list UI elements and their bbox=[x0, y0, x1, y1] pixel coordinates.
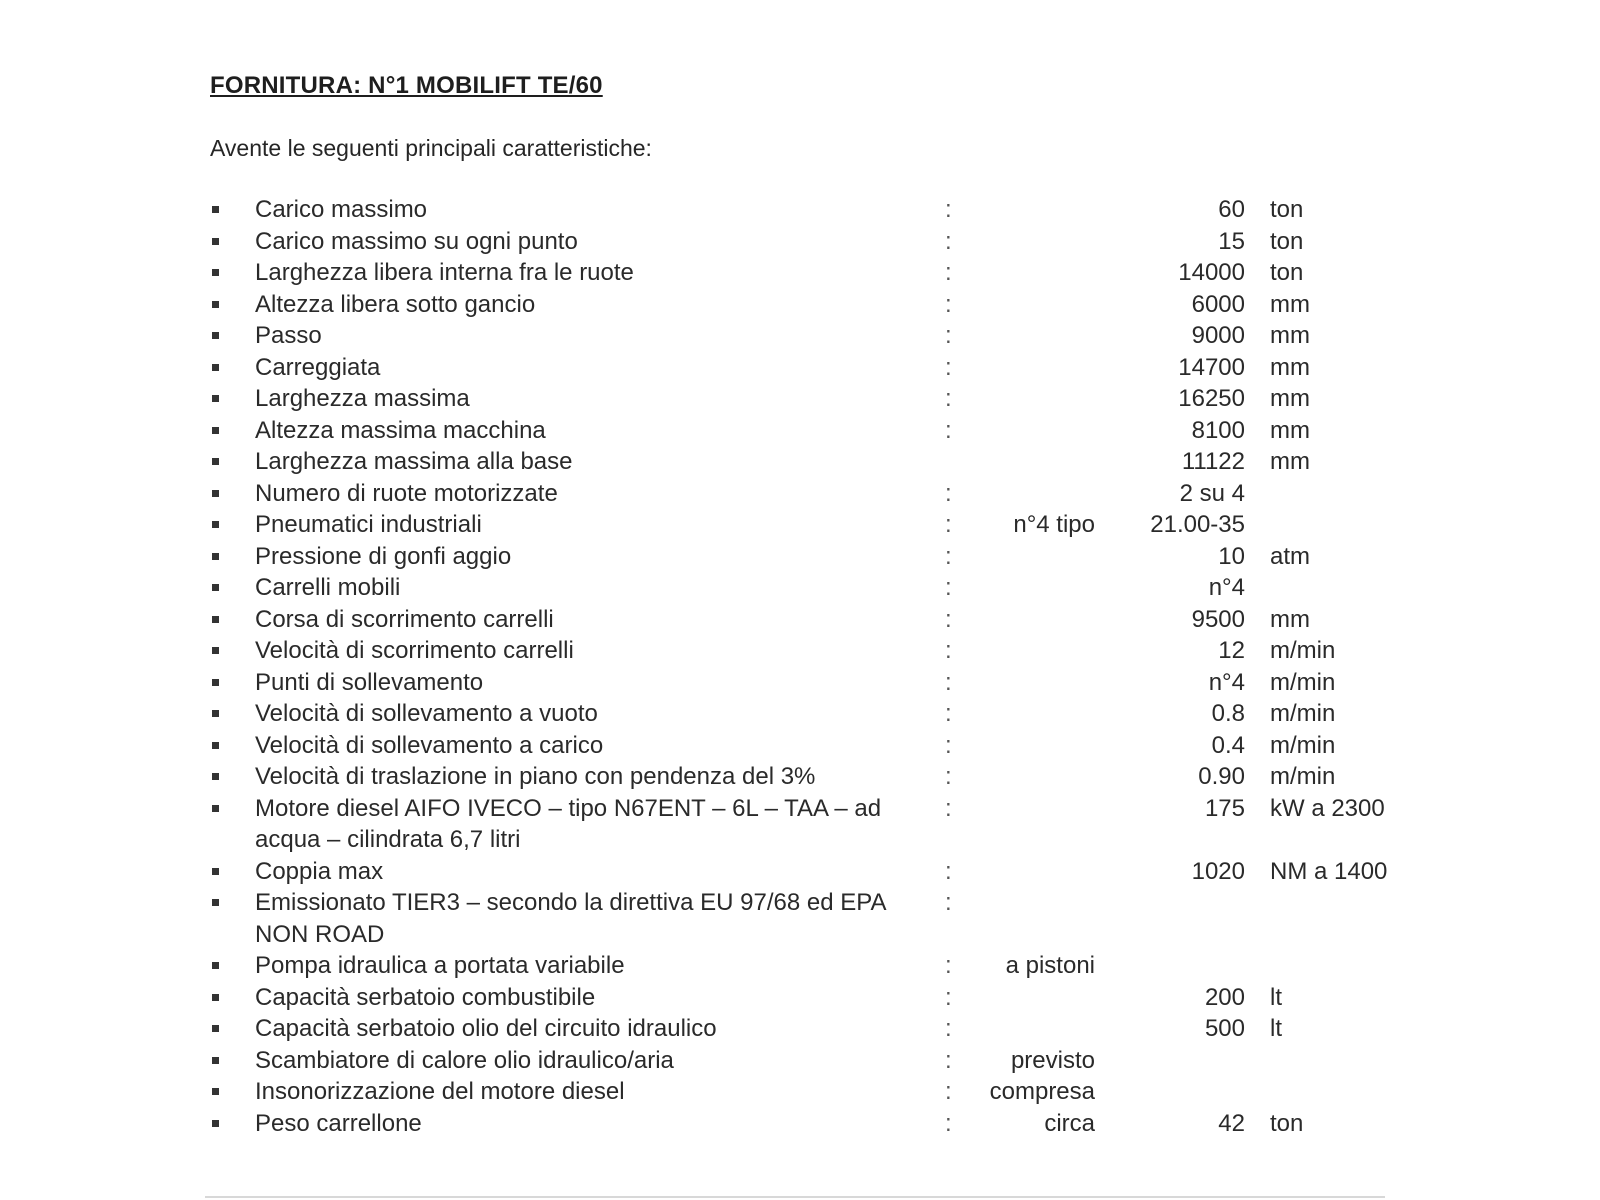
spec-row bbox=[0, 730, 1600, 762]
spec-row bbox=[0, 950, 1600, 982]
spec-row bbox=[0, 478, 1600, 510]
bullet-icon bbox=[212, 994, 219, 1001]
spec-label: Pneumatici industriali bbox=[255, 511, 482, 538]
bullet-icon bbox=[212, 301, 219, 308]
spec-label: Pompa idraulica a portata variabile bbox=[255, 952, 625, 979]
spec-value: 16250 bbox=[1178, 385, 1245, 412]
spec-unit: kW a 2300 bbox=[1270, 794, 1385, 822]
spec-label: Carrelli mobili bbox=[255, 574, 401, 601]
spec-value: 10 bbox=[1218, 542, 1245, 570]
spec-value: 21.00-35 bbox=[1150, 511, 1245, 538]
spec-colon: : bbox=[945, 542, 952, 570]
spec-label: Capacità serbatoio olio del circuito idraulico bbox=[255, 1015, 717, 1042]
spec-unit: ton bbox=[1270, 259, 1304, 286]
spec-label: Velocità di scorrimento carrelli bbox=[255, 637, 574, 664]
bullet-icon bbox=[212, 1088, 219, 1095]
spec-label: Velocità di sollevamento a vuoto bbox=[255, 700, 598, 727]
bullet-icon bbox=[212, 364, 219, 371]
spec-value: 0.4 bbox=[1211, 731, 1245, 759]
bullet-icon bbox=[212, 427, 219, 434]
bullet-icon bbox=[212, 269, 219, 276]
spec-colon: : bbox=[945, 416, 952, 444]
bullet-icon bbox=[212, 238, 219, 245]
spec-label: Altezza libera sotto gancio bbox=[255, 290, 536, 318]
spec-colon: : bbox=[945, 952, 952, 979]
spec-colon: : bbox=[945, 1046, 952, 1074]
spec-row bbox=[0, 1013, 1600, 1045]
spec-colon: : bbox=[945, 889, 952, 916]
spec-value: 9000 bbox=[1191, 322, 1245, 349]
spec-colon: : bbox=[945, 511, 952, 538]
bullet-icon bbox=[212, 773, 219, 780]
spec-unit: m/min bbox=[1270, 731, 1336, 759]
bullet-icon bbox=[212, 1120, 219, 1127]
bullet-icon bbox=[212, 584, 219, 591]
bullet-icon bbox=[212, 742, 219, 749]
spec-label: Velocità di traslazione in piano con pendenza del 3% bbox=[255, 763, 816, 790]
bullet-icon bbox=[212, 1025, 219, 1032]
spec-value: n°4 bbox=[1208, 574, 1245, 601]
spec-label: Carico massimo su ogni punto bbox=[255, 227, 578, 255]
spec-value: 12 bbox=[1218, 637, 1245, 664]
spec-unit: mm bbox=[1270, 385, 1310, 412]
spec-row bbox=[0, 887, 1600, 950]
spec-row bbox=[0, 572, 1600, 604]
spec-colon: : bbox=[945, 1109, 952, 1137]
spec-unit: ton bbox=[1270, 227, 1304, 255]
spec-unit: mm bbox=[1270, 322, 1310, 349]
spec-row bbox=[0, 761, 1600, 793]
spec-qualifier: compresa bbox=[989, 1078, 1095, 1105]
spec-unit: m/min bbox=[1270, 668, 1336, 696]
spec-row bbox=[0, 320, 1600, 352]
spec-colon: : bbox=[945, 1078, 952, 1105]
spec-value: 9500 bbox=[1191, 605, 1245, 633]
spec-row bbox=[0, 698, 1600, 730]
spec-unit: m/min bbox=[1270, 637, 1336, 664]
spec-label: Velocità di sollevamento a carico bbox=[255, 731, 604, 759]
spec-colon: : bbox=[945, 290, 952, 318]
spec-row bbox=[0, 257, 1600, 289]
spec-row bbox=[0, 604, 1600, 636]
spec-unit: NM a 1400 bbox=[1270, 857, 1388, 885]
spec-row bbox=[0, 383, 1600, 415]
spec-row bbox=[0, 667, 1600, 699]
spec-unit: mm bbox=[1270, 290, 1310, 318]
bullet-icon bbox=[212, 710, 219, 717]
spec-label: Coppia max bbox=[255, 857, 384, 885]
spec-row bbox=[0, 793, 1600, 856]
spec-value: 0.90 bbox=[1198, 763, 1245, 790]
spec-value: 14000 bbox=[1178, 259, 1245, 286]
bullet-icon bbox=[212, 395, 219, 402]
spec-qualifier: previsto bbox=[1010, 1046, 1095, 1074]
spec-value: n°4 bbox=[1208, 668, 1245, 696]
spec-label: Motore diesel AIFO IVECO – tipo N67ENT – 6L – TAA – ad acqua – cilindrata 6,7 litri bbox=[255, 794, 882, 853]
spec-unit-clip bbox=[1270, 856, 1398, 888]
spec-qualifier: n°4 tipo bbox=[1013, 511, 1095, 538]
bullet-icon bbox=[212, 868, 219, 875]
spec-label: Altezza massima macchina bbox=[255, 416, 546, 444]
spec-colon: : bbox=[945, 196, 952, 223]
spec-value: 8100 bbox=[1191, 416, 1245, 444]
spec-label: Larghezza massima alla base bbox=[255, 448, 573, 475]
spec-label: Carreggiata bbox=[255, 353, 381, 381]
spec-value: 60 bbox=[1218, 196, 1245, 223]
spec-value: 2 su 4 bbox=[1179, 479, 1245, 507]
spec-colon: : bbox=[945, 1015, 952, 1042]
bullet-icon bbox=[212, 679, 219, 686]
spec-row bbox=[0, 635, 1600, 667]
spec-row bbox=[0, 352, 1600, 384]
spec-value: 200 bbox=[1204, 983, 1245, 1011]
spec-label: Numero di ruote motorizzate bbox=[255, 479, 558, 507]
spec-row bbox=[0, 982, 1600, 1014]
spec-qualifier: a pistoni bbox=[1005, 952, 1095, 979]
spec-colon: : bbox=[945, 353, 952, 381]
spec-row bbox=[0, 289, 1600, 321]
spec-unit: mm bbox=[1270, 605, 1310, 633]
spec-qualifier: circa bbox=[1044, 1109, 1095, 1137]
spec-value: 42 bbox=[1218, 1109, 1245, 1137]
bullet-icon bbox=[212, 332, 219, 339]
spec-label: Passo bbox=[255, 322, 322, 349]
spec-label: Carico massimo bbox=[255, 196, 428, 223]
spec-colon: : bbox=[945, 700, 952, 727]
spec-row bbox=[0, 446, 1600, 478]
document-subtitle: Avente le seguenti principali caratteristiche: bbox=[210, 135, 652, 161]
bullet-icon bbox=[212, 206, 219, 213]
spec-colon: : bbox=[945, 227, 952, 255]
spec-colon: : bbox=[945, 574, 952, 601]
spec-row bbox=[0, 1045, 1600, 1077]
spec-label: Larghezza massima bbox=[255, 385, 470, 412]
spec-label: Emissionato TIER3 – secondo la direttiva EU 97/68 ed EPA NON ROAD bbox=[255, 889, 886, 948]
spec-label: Corsa di scorrimento carrelli bbox=[255, 605, 554, 633]
spec-value: 11122 bbox=[1181, 448, 1245, 475]
spec-unit: m/min bbox=[1270, 700, 1336, 727]
bullet-icon bbox=[212, 490, 219, 497]
spec-value: 15 bbox=[1218, 227, 1245, 255]
spec-unit: lt bbox=[1270, 983, 1282, 1011]
spec-row bbox=[0, 541, 1600, 573]
spec-unit: mm bbox=[1270, 416, 1310, 444]
bullet-icon bbox=[212, 616, 219, 623]
spec-colon: : bbox=[945, 479, 952, 507]
spec-label: Larghezza libera interna fra le ruote bbox=[255, 259, 634, 286]
spec-unit: ton bbox=[1270, 1109, 1304, 1137]
bullet-icon bbox=[212, 647, 219, 654]
spec-colon: : bbox=[945, 668, 952, 696]
spec-unit-clip bbox=[1270, 793, 1398, 825]
spec-colon: : bbox=[945, 857, 952, 885]
spec-unit: ton bbox=[1270, 196, 1304, 223]
spec-label: Punti di sollevamento bbox=[255, 668, 484, 696]
spec-unit: lt bbox=[1270, 1015, 1282, 1042]
spec-unit: m/min bbox=[1270, 763, 1336, 790]
bullet-icon bbox=[212, 899, 219, 906]
spec-colon: : bbox=[945, 259, 952, 286]
spec-colon: : bbox=[945, 983, 952, 1011]
spec-colon: : bbox=[945, 637, 952, 664]
spec-colon: : bbox=[945, 794, 952, 822]
spec-row bbox=[0, 1108, 1600, 1140]
bullet-icon bbox=[212, 553, 219, 560]
spec-label: Scambiatore di calore olio idraulico/aria bbox=[255, 1046, 674, 1074]
spec-value: 1020 bbox=[1191, 857, 1245, 885]
spec-colon: : bbox=[945, 385, 952, 412]
spec-unit: mm bbox=[1270, 353, 1310, 381]
bullet-icon bbox=[212, 805, 219, 812]
spec-unit: mm bbox=[1270, 448, 1310, 475]
spec-row bbox=[0, 509, 1600, 541]
bullet-icon bbox=[212, 1057, 219, 1064]
spec-row bbox=[0, 1076, 1600, 1108]
footer-divider bbox=[205, 1196, 1385, 1198]
spec-label: Peso carrellone bbox=[255, 1109, 422, 1137]
document-title: FORNITURA: N°1 MOBILIFT TE/60 bbox=[210, 72, 603, 99]
spec-row bbox=[0, 415, 1600, 447]
bullet-icon bbox=[212, 962, 219, 969]
spec-label: Capacità serbatoio combustibile bbox=[255, 983, 596, 1011]
spec-value: 14700 bbox=[1178, 353, 1245, 381]
spec-row bbox=[0, 226, 1600, 258]
spec-value: 175 bbox=[1204, 794, 1245, 822]
spec-colon: : bbox=[945, 731, 952, 759]
spec-colon: : bbox=[945, 605, 952, 633]
spec-colon: : bbox=[945, 763, 952, 790]
spec-value: 0.8 bbox=[1211, 700, 1245, 727]
bullet-icon bbox=[212, 458, 219, 465]
spec-label: Pressione di gonfi aggio bbox=[255, 542, 512, 570]
spec-colon: : bbox=[945, 322, 952, 349]
spec-row bbox=[0, 194, 1600, 226]
spec-list bbox=[0, 194, 1600, 1139]
spec-unit: atm bbox=[1270, 542, 1311, 570]
spec-value: 500 bbox=[1204, 1015, 1245, 1042]
spec-row bbox=[0, 856, 1600, 888]
spec-label: Insonorizzazione del motore diesel bbox=[255, 1078, 625, 1105]
bullet-icon bbox=[212, 521, 219, 528]
spec-value: 6000 bbox=[1191, 290, 1245, 318]
